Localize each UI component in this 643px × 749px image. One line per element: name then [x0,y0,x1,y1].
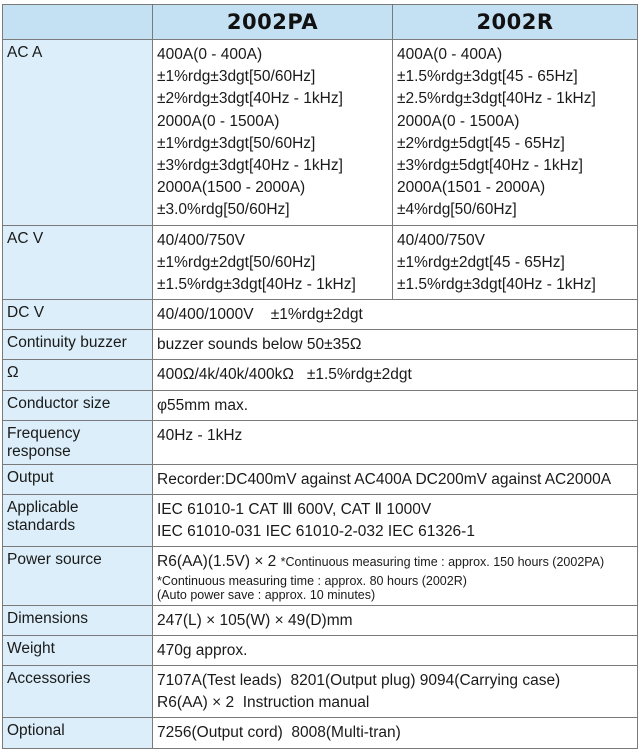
continuity-value [153,330,638,360]
header-model-2002pa: 2002PA [153,5,393,40]
spec-table [2,4,638,749]
row-label: Weight [3,635,153,665]
row-frequency [3,420,638,464]
power-note-auto-save: (Auto power save : approx. 10 minutes) [157,587,376,602]
spec-line: φ55mm max. [157,396,249,414]
row-label: Frequency response [3,420,153,464]
row-label: Optional [3,718,153,748]
spec-line: 400A(0 - 400A) [397,46,503,63]
spec-line: IEC 61010-031 IEC 61010-2-032 IEC 61326-1 [157,523,475,541]
spec-line: 40Hz - 1kHz [157,426,243,444]
spec-line [157,551,634,573]
spec-line: 40/400/1000V ±1%rdg±2dgt [157,306,363,324]
dimensions-value [153,605,638,635]
row-continuity [3,330,638,360]
row-output [3,464,638,494]
conductor-value [153,390,638,420]
spec-line: ±2.5%rdg±3dgt[40Hz - 1kHz] [397,90,596,108]
spec-line: ±2%rdg±5dgt[45 - 65Hz] [397,134,565,152]
ac-v-2002r-cell [393,225,638,300]
spec-line: 40/400/750V [157,231,245,249]
spec-line: ±1%rdg±2dgt[45 - 65Hz] [397,253,565,271]
row-ac-a [3,40,638,226]
header-blank-cell [3,5,153,40]
spec-line: ±1.5%rdg±3dgt[40Hz - 1kHz] [397,275,596,293]
row-dc-v [3,300,638,330]
spec-line: 2000A(1501 - 2000A) [397,179,546,197]
spec-line: ±3.0%rdg[50/60Hz] [157,201,290,219]
frequency-value [153,420,638,464]
ac-v-2002pa-cell [153,225,393,300]
spec-line: ±2%rdg±3dgt[40Hz - 1kHz] [157,90,343,108]
spec-line: 2000A(0 - 1500A) [157,112,280,130]
row-label: Power source [3,547,153,605]
spec-line: Recorder:DC400mV against AC400A DC200mV against AC2000A [157,470,612,488]
row-label: AC A [3,40,153,226]
row-optional [3,718,638,748]
spec-line: ±3%rdg±3dgt[40Hz - 1kHz] [157,156,343,174]
row-label: Applicable standards [3,495,153,547]
row-weight [3,635,638,665]
power-note-2002pa: *Continuous measuring time : approx. 150 hours (2002PA) [280,555,605,570]
row-label: Output [3,464,153,494]
row-label: Accessories [3,665,153,717]
spec-line: ±1.5%rdg±3dgt[40Hz - 1kHz] [157,275,356,293]
spec-line: 400Ω/4k/40k/400kΩ ±1.5%rdg±2dgt [157,366,412,384]
spec-line: ±1%rdg±3dgt[50/60Hz] [157,68,316,86]
row-label: DC V [3,300,153,330]
header-model-2002r: 2002R [393,5,638,40]
spec-line: 7256(Output cord) 8008(Multi-tran) [157,724,401,742]
ohm-value [153,360,638,390]
spec-line: 247(L) × 105(W) × 49(D)mm [157,611,353,629]
spec-line: ±3%rdg±5dgt[40Hz - 1kHz] [397,156,583,174]
power-main-text: R6(AA)(1.5V) × 2 [157,553,281,571]
spec-line: ±1.5%rdg±3dgt[45 - 65Hz] [397,68,578,86]
weight-value [153,635,638,665]
power-note-2002r: *Continuous measuring time : approx. 80 hours (2002R) [157,573,467,588]
spec-line: 7107A(Test leads) 8201(Output plug) 9094(Carrying case) [157,671,561,689]
standards-value [153,495,638,547]
spec-line: 470g approx. [157,641,248,659]
ac-a-2002r-cell [393,40,638,226]
spec-line: ±4%rdg[50/60Hz] [397,201,517,219]
spec-line: R6(AA) × 2 Instruction manual [157,694,370,712]
power-value [153,547,638,605]
row-ohm [3,360,638,390]
row-label: AC V [3,225,153,300]
spec-line: 400A(0 - 400A) [157,46,263,63]
spec-line: IEC 61010-1 CAT Ⅲ 600V, CAT Ⅱ 1000V [157,501,432,518]
spec-line: ±1%rdg±2dgt[50/60Hz] [157,253,316,271]
output-value [153,464,638,494]
row-accessories [3,665,638,717]
row-label: Ω [3,360,153,390]
spec-line: buzzer sounds below 50±35Ω [157,336,362,354]
spec-line: 40/400/750V [397,231,485,249]
row-label: Conductor size [3,390,153,420]
spec-line: ±1%rdg±3dgt[50/60Hz] [157,134,316,152]
spec-line: 2000A(0 - 1500A) [397,112,520,130]
row-label: Continuity buzzer [3,330,153,360]
row-label: Dimensions [3,605,153,635]
row-dimensions [3,605,638,635]
accessories-value [153,665,638,717]
row-ac-v [3,225,638,300]
row-power [3,547,638,605]
dc-v-value [153,300,638,330]
optional-value [153,718,638,748]
row-conductor [3,390,638,420]
row-standards [3,495,638,547]
header-row [3,5,638,40]
ac-a-2002pa-cell [153,40,393,226]
spec-line: 2000A(1500 - 2000A) [157,179,306,197]
